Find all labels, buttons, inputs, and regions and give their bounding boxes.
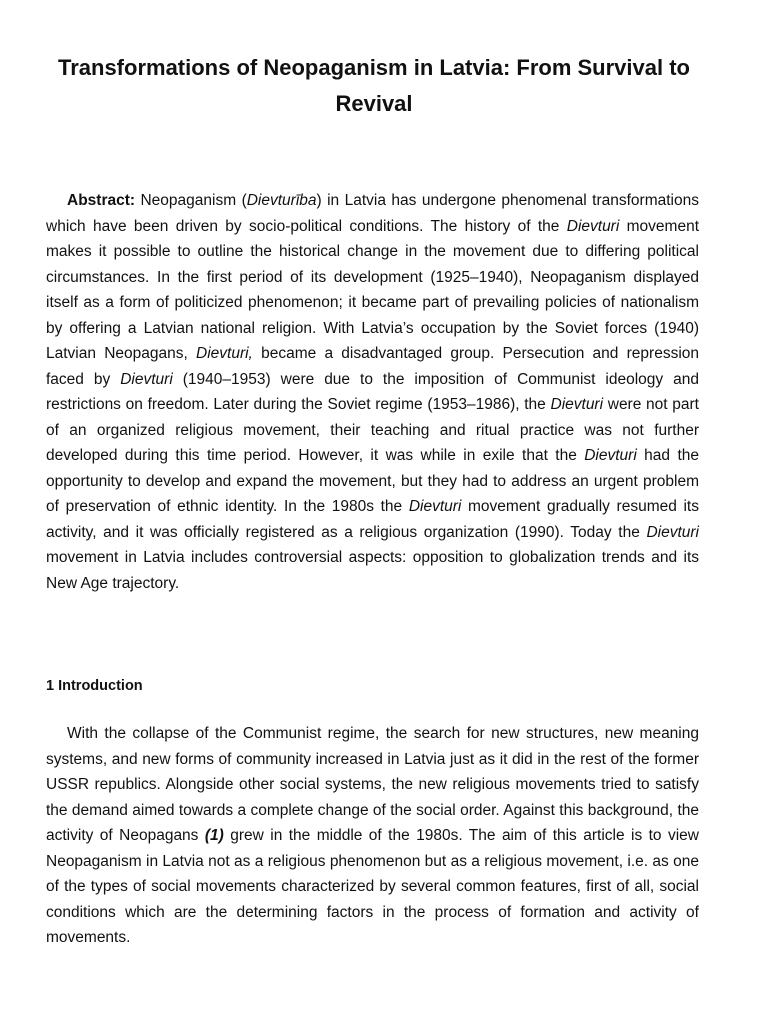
- abstract-term-dievturi: Dievturi,: [196, 345, 253, 362]
- abstract-term-dievturi: Dievturi: [566, 217, 620, 235]
- abstract-text-segment: movement in Latvia includes controversial aspects: opposition to globalization trends and its New Age trajectory.: [46, 549, 699, 592]
- abstract-term-dievturiba: Dievturība: [246, 192, 317, 209]
- abstract-label: Abstract:: [67, 192, 136, 209]
- abstract-term-dievturi: Dievturi: [646, 523, 699, 541]
- abstract-text-segment: Neopaganism (: [135, 192, 247, 209]
- abstract-term-dievturi: Dievturi: [120, 370, 173, 388]
- abstract-text-segment: (1940–1953) were due to the imposition of Communist ideology and restrictions on freedom. Later during the Soviet regime (1953–1986), the: [46, 370, 699, 413]
- abstract-text-segment: movement gradually resumed its activity, and it was officially registered as a religious organization (1990). Today the: [46, 498, 699, 541]
- abstract-text-segment: became a disadvantaged group. Persecution and repression faced by: [46, 345, 700, 388]
- abstract-term-dievturi: Dievturi: [550, 396, 604, 413]
- paper-title: Transformations of Neopaganism in Latvia: From Survival to Revival: [57, 55, 690, 116]
- abstract-term-dievturi: Dievturi: [584, 447, 637, 464]
- abstract-term-dievturi: Dievturi: [408, 498, 462, 515]
- introduction-text: With the collapse of the Communist regime, the search for new structures, new meaning systems, and new forms of community increased in Latvia just as it did in the rest of the former USSR republics. Alongside other social systems, the new religious movements tried to satisfy the demand aimed towards a complete change of the social order. Against this background, the activity of Neopagans: [46, 725, 699, 844]
- abstract-text-segment: were not part of an organized religious movement, their teaching and ritual practice was not further developed during this time period. However, it was while in exile that the: [46, 396, 699, 464]
- abstract-text-segment: movement makes it possible to outline the historical change in the movement due to differing political circumstances. In the first period of its development (1925–1940), Neopaganism displayed itself as a form of politicized phenomenon; it became part of prevailing policies of nationalism by offering a Latvian national religion. With Latvia’s occupation by the Soviet forces (1940) Latvian Neopagans,: [46, 217, 699, 362]
- introduction-paragraph: [46, 721, 699, 951]
- footnote-reference[interactable]: (1): [204, 827, 224, 844]
- section-heading-introduction: 1 Introduction: [46, 678, 143, 694]
- abstract-text-segment: had the opportunity to develop and expand the movement, but they had to address an urgent problem of preservation of ethnic identity. In the 1980s the: [46, 447, 699, 515]
- introduction-text: grew in the middle of the 1980s. The aim of this article is to view Neopaganism in Latvia not as a religious phenomenon but as a religious movement, i.e. as one of the types of social movements characterized by several common features, first of all, social conditions which are the determining factors in the process of formation and activity of movements.: [46, 827, 699, 946]
- abstract-paragraph: [46, 188, 699, 596]
- abstract-text-segment: ) in Latvia has undergone phenomenal transformations which have been driven by socio-political conditions. The history of the: [46, 192, 699, 235]
